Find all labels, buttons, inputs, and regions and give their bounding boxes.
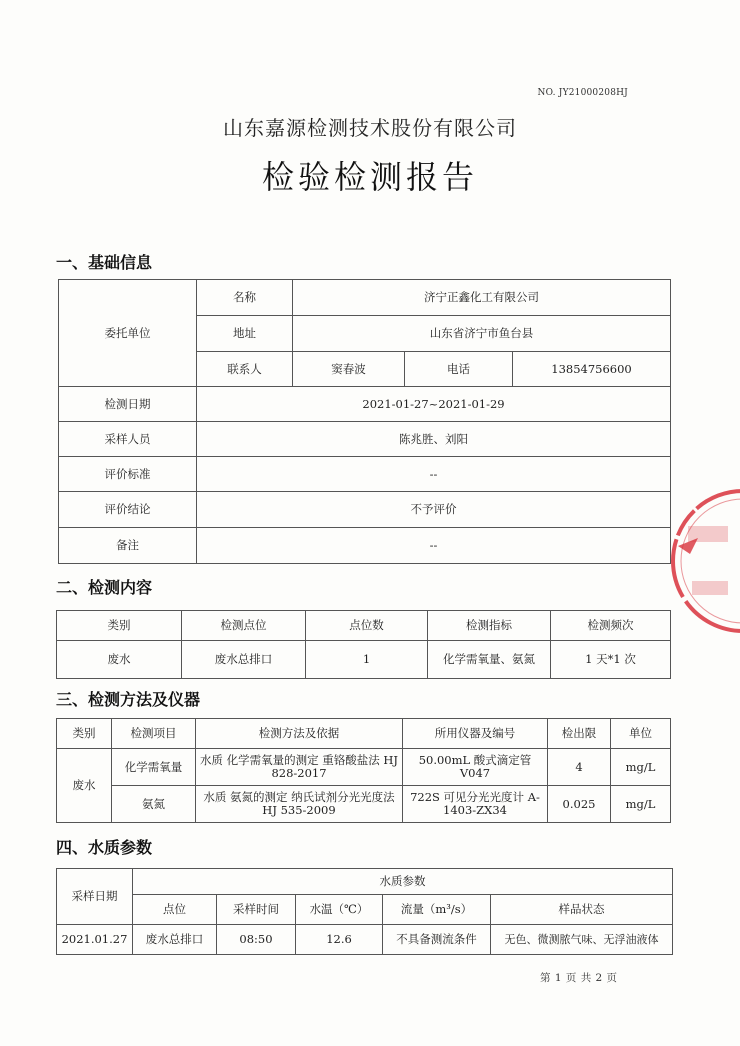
table-cell: 722S 可见分光光度计 A-1403-ZX34 bbox=[403, 786, 548, 823]
water-parameters-table bbox=[56, 868, 673, 955]
section-heading-basic-info: 一、基础信息 bbox=[56, 253, 153, 272]
sampler-label: 采样人员 bbox=[59, 422, 197, 457]
table-header: 水温（℃） bbox=[296, 895, 383, 925]
page-number: 第 1 页 共 2 页 bbox=[540, 972, 618, 984]
table-header: 单位 bbox=[611, 719, 671, 749]
name-value: 济宁正鑫化工有限公司 bbox=[293, 280, 671, 316]
conclusion-label: 评价结论 bbox=[59, 492, 197, 528]
section-heading-content: 二、检测内容 bbox=[56, 578, 153, 597]
methods-table bbox=[56, 718, 671, 823]
table-header: 检测点位 bbox=[182, 611, 306, 641]
table-cell: mg/L bbox=[611, 786, 671, 823]
table-cell: 无色、微测脓气味、无浮油液体 bbox=[491, 925, 673, 955]
contact-value: 窦春波 bbox=[293, 352, 405, 387]
detection-content-table bbox=[56, 610, 671, 679]
date-value: 2021-01-27~2021-01-29 bbox=[197, 387, 671, 422]
table-cell: 化学需氧量 bbox=[112, 749, 196, 786]
table-header: 样品状态 bbox=[491, 895, 673, 925]
table-cell: 水质 氨氮的测定 纳氏试剂分光光度法 HJ 535-2009 bbox=[196, 786, 403, 823]
name-label: 名称 bbox=[197, 280, 293, 316]
standard-label: 评价标准 bbox=[59, 457, 197, 492]
client-label: 委托单位 bbox=[59, 280, 197, 387]
table-header: 检测方法及依据 bbox=[196, 719, 403, 749]
address-value: 山东省济宁市鱼台县 bbox=[293, 316, 671, 352]
table-header: 检出限 bbox=[548, 719, 611, 749]
table-header: 点位数 bbox=[306, 611, 428, 641]
sampling-date-header: 采样日期 bbox=[57, 869, 133, 925]
table-header: 采样时间 bbox=[217, 895, 296, 925]
table-cell: 废水总排口 bbox=[133, 925, 217, 955]
table-cell: 不具备测流条件 bbox=[383, 925, 491, 955]
table-cell: 0.025 bbox=[548, 786, 611, 823]
table-cell: 废水总排口 bbox=[182, 641, 306, 679]
remark-label: 备注 bbox=[59, 528, 197, 564]
table-cell: mg/L bbox=[611, 749, 671, 786]
conclusion-value: 不予评价 bbox=[197, 492, 671, 528]
table-cell: 化学需氧量、氨氮 bbox=[428, 641, 551, 679]
remark-value: -- bbox=[197, 528, 671, 564]
date-label: 检测日期 bbox=[59, 387, 197, 422]
report-number: NO. JY21000208HJ bbox=[537, 88, 628, 98]
table-header: 类别 bbox=[57, 611, 182, 641]
table-cell: 50.00mL 酸式滴定管 V047 bbox=[403, 749, 548, 786]
address-label: 地址 bbox=[197, 316, 293, 352]
phone-label: 电话 bbox=[405, 352, 513, 387]
table-cell: 08:50 bbox=[217, 925, 296, 955]
section-heading-methods: 三、检测方法及仪器 bbox=[56, 690, 201, 709]
report-title: 检验检测报告 bbox=[261, 158, 478, 196]
category-cell: 废水 bbox=[57, 749, 112, 823]
contact-label: 联系人 bbox=[197, 352, 293, 387]
table-cell: 1 bbox=[306, 641, 428, 679]
table-header: 类别 bbox=[57, 719, 112, 749]
table-header: 点位 bbox=[133, 895, 217, 925]
section-heading-water-params: 四、水质参数 bbox=[56, 838, 153, 857]
table-header: 检测项目 bbox=[112, 719, 196, 749]
table-cell: 氨氮 bbox=[112, 786, 196, 823]
table-cell: 12.6 bbox=[296, 925, 383, 955]
table-header: 检测指标 bbox=[428, 611, 551, 641]
table-header: 检测频次 bbox=[551, 611, 671, 641]
table-cell: 2021.01.27 bbox=[57, 925, 133, 955]
table-cell: 1 天*1 次 bbox=[551, 641, 671, 679]
phone-value: 13854756600 bbox=[513, 352, 671, 387]
company-name: 山东嘉源检测技术股份有限公司 bbox=[223, 116, 517, 140]
sampler-value: 陈兆胜、刘阳 bbox=[197, 422, 671, 457]
table-header: 所用仪器及编号 bbox=[403, 719, 548, 749]
basic-info-table bbox=[58, 279, 671, 564]
water-params-group-header: 水质参数 bbox=[133, 869, 673, 895]
table-header: 流量（m³/s） bbox=[383, 895, 491, 925]
company-seal-stamp bbox=[668, 486, 740, 636]
table-cell: 水质 化学需氧量的测定 重铬酸盐法 HJ 828-2017 bbox=[196, 749, 403, 786]
table-cell: 废水 bbox=[57, 641, 182, 679]
standard-value: -- bbox=[197, 457, 671, 492]
table-cell: 4 bbox=[548, 749, 611, 786]
